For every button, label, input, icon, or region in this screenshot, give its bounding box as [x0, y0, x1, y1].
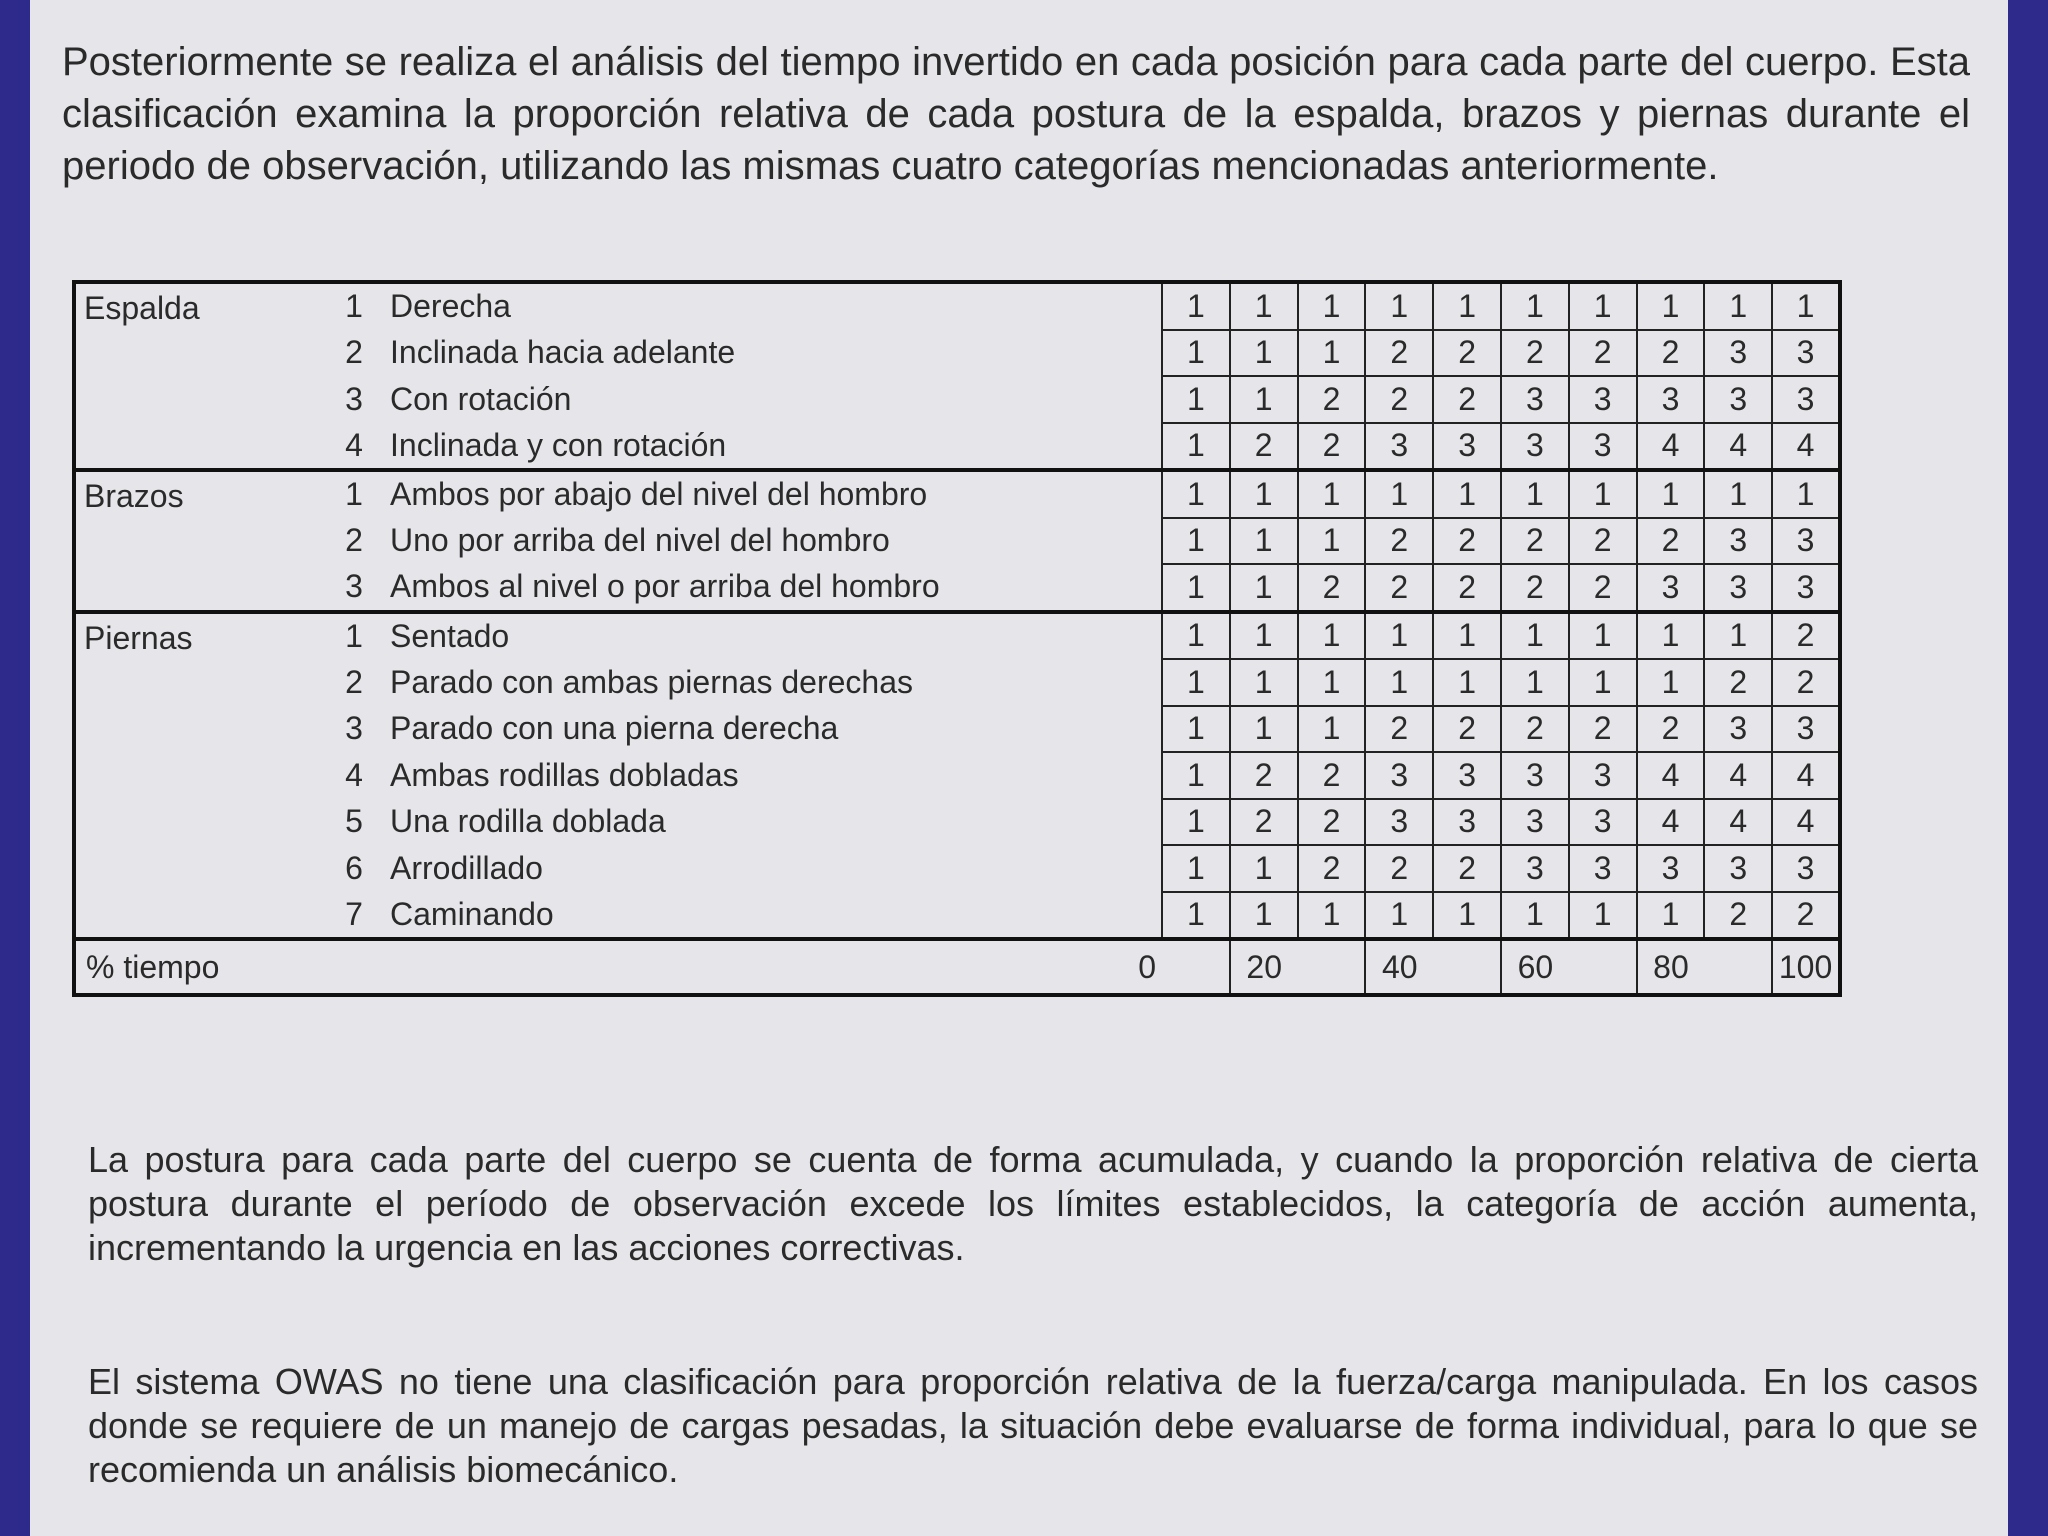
action-category-cell: 1: [1162, 470, 1230, 518]
posture-description: Parado con una pierna derecha: [390, 710, 839, 747]
action-category-cell: 3: [1501, 799, 1569, 846]
action-category-cell: 2: [1704, 892, 1772, 940]
action-category-cell: 2: [1433, 376, 1501, 423]
posture-description: Uno por arriba del nivel del hombro: [390, 522, 890, 559]
action-category-cell: 1: [1433, 659, 1501, 706]
action-category-cell: 2: [1501, 706, 1569, 753]
action-category-cell: 1: [1298, 892, 1366, 940]
action-category-cell: 3: [1704, 376, 1772, 423]
action-category-cell: 3: [1772, 706, 1840, 753]
posture-description: Una rodilla doblada: [390, 803, 666, 840]
owas-time-proportion-table: [72, 280, 1842, 997]
table-row: [74, 612, 1840, 660]
posture-description: Ambas rodillas dobladas: [390, 756, 739, 793]
action-category-cell: 1: [1569, 470, 1637, 518]
posture-description: Sentado: [384, 612, 1162, 660]
posture-code: 2: [345, 334, 363, 371]
action-category-cell: 1: [1162, 564, 1230, 612]
table-row: [74, 282, 1840, 330]
action-category-cell: 1: [1433, 282, 1501, 330]
posture-code: 1: [324, 282, 384, 330]
action-category-cell: 3: [1433, 799, 1501, 846]
table-row: [74, 518, 1840, 565]
action-category-cell: 2: [1230, 752, 1298, 799]
action-category-cell: 2: [1365, 706, 1433, 753]
action-category-cell: 4: [1772, 799, 1840, 846]
action-category-cell: 2: [1704, 659, 1772, 706]
action-category-cell: 2: [1298, 845, 1366, 892]
action-category-cell: 3: [1433, 423, 1501, 471]
action-category-cell: 1: [1162, 423, 1230, 471]
action-category-cell: 2: [1433, 845, 1501, 892]
posture-description: Inclinada y con rotación: [390, 426, 727, 463]
action-category-cell: 1: [1162, 330, 1230, 377]
action-category-cell: 1: [1230, 470, 1298, 518]
body-part-label: Brazos: [74, 470, 324, 612]
action-category-cell: 1: [1569, 612, 1637, 660]
time-tick-zero: 0: [384, 939, 1162, 995]
posture-description: Ambos al nivel o por arriba del hombro: [390, 568, 940, 605]
action-category-cell: 2: [1298, 752, 1366, 799]
action-category-cell: 2: [1569, 330, 1637, 377]
action-category-cell: 3: [1704, 330, 1772, 377]
posture-description: Parado con ambas piernas derechas: [390, 663, 913, 700]
action-category-cell: 1: [1433, 892, 1501, 940]
action-category-cell: 1: [1501, 612, 1569, 660]
action-category-cell: 2: [1230, 799, 1298, 846]
action-category-cell: 2: [1365, 564, 1433, 612]
action-category-cell: 1: [1162, 799, 1230, 846]
posture-description: Inclinada hacia adelante: [390, 334, 736, 371]
action-category-cell: 4: [1772, 752, 1840, 799]
time-tick: 40: [1365, 939, 1433, 995]
action-category-cell: 2: [1569, 706, 1637, 753]
table-row: [74, 470, 1840, 518]
action-category-cell: 3: [1501, 376, 1569, 423]
action-category-cell: 2: [1772, 892, 1840, 940]
paragraph-owas-load: El sistema OWAS no tiene una clasificación para proporción relativa de la fuerza/carga manipulada. En los casos donde se requiere de un manejo de cargas pesadas, la situación debe evaluarse de forma individual, para lo que se recomienda un análisis biomecánico.: [88, 1361, 1978, 1490]
action-category-cell: 1: [1230, 706, 1298, 753]
posture-code: 2: [345, 522, 363, 559]
action-category-cell: 1: [1162, 282, 1230, 330]
action-category-cell: 2: [1569, 564, 1637, 612]
time-tick-spacer: [1298, 939, 1366, 995]
action-category-cell: 1: [1230, 612, 1298, 660]
action-category-cell: 1: [1772, 282, 1840, 330]
posture-code: 1: [324, 470, 384, 518]
action-category-cell: 1: [1365, 892, 1433, 940]
action-category-cell: 1: [1704, 282, 1772, 330]
action-category-cell: 4: [1772, 423, 1840, 471]
action-category-cell: 1: [1569, 892, 1637, 940]
action-category-cell: 1: [1298, 659, 1366, 706]
table-row: [74, 706, 1840, 753]
action-category-cell: 1: [1704, 470, 1772, 518]
action-category-cell: 1: [1637, 282, 1705, 330]
action-category-cell: 4: [1637, 752, 1705, 799]
action-category-cell: 1: [1704, 612, 1772, 660]
action-category-cell: 1: [1501, 282, 1569, 330]
action-category-cell: 3: [1772, 518, 1840, 565]
action-category-cell: 3: [1704, 518, 1772, 565]
table-row: [74, 376, 1840, 423]
action-category-cell: 2: [1637, 330, 1705, 377]
table-row: [74, 564, 1840, 612]
action-category-cell: 1: [1501, 470, 1569, 518]
action-category-cell: 3: [1637, 564, 1705, 612]
action-category-cell: 2: [1501, 330, 1569, 377]
table-row: [74, 659, 1840, 706]
action-category-cell: 1: [1230, 892, 1298, 940]
action-category-cell: 1: [1162, 376, 1230, 423]
action-category-cell: 2: [1772, 659, 1840, 706]
action-category-cell: 1: [1162, 892, 1230, 940]
time-tick: 60: [1501, 939, 1569, 995]
paragraph-cumulative-posture: La postura para cada parte del cuerpo se cuenta de forma acumulada, y cuando la proporción relativa de cierta postura durante el período de observación excede los límites establecidos, la categoría de acción aumenta, incrementando la urgencia en las acciones correctivas.: [88, 1139, 1978, 1268]
action-category-cell: 1: [1298, 706, 1366, 753]
action-category-cell: 2: [1365, 330, 1433, 377]
table-row: [74, 330, 1840, 377]
action-category-cell: 2: [1433, 564, 1501, 612]
action-category-cell: 2: [1365, 845, 1433, 892]
table-row: [74, 423, 1840, 471]
posture-code: 3: [345, 568, 363, 605]
time-tick-spacer: [1569, 939, 1637, 995]
posture-code: 6: [345, 849, 363, 886]
action-category-cell: 3: [1501, 423, 1569, 471]
document-page: [30, 0, 2008, 1536]
time-tick: 20: [1230, 939, 1298, 995]
action-category-cell: 2: [1365, 376, 1433, 423]
action-category-cell: 1: [1569, 282, 1637, 330]
action-category-cell: 4: [1704, 423, 1772, 471]
action-category-cell: 1: [1162, 706, 1230, 753]
action-category-cell: 1: [1298, 518, 1366, 565]
action-category-cell: 3: [1365, 423, 1433, 471]
action-category-cell: 1: [1162, 659, 1230, 706]
action-category-cell: 3: [1704, 564, 1772, 612]
posture-description: Con rotación: [390, 380, 572, 417]
time-tick-spacer: [1162, 939, 1230, 995]
action-category-cell: 2: [1433, 330, 1501, 377]
posture-code: 4: [345, 756, 363, 793]
action-category-cell: 3: [1569, 376, 1637, 423]
action-category-cell: 2: [1501, 518, 1569, 565]
time-percent-row: [74, 939, 1840, 995]
action-category-cell: 1: [1501, 659, 1569, 706]
table-row: [74, 799, 1840, 846]
action-category-cell: 2: [1433, 518, 1501, 565]
action-category-cell: 1: [1162, 612, 1230, 660]
action-category-cell: 2: [1298, 799, 1366, 846]
action-category-cell: 1: [1433, 470, 1501, 518]
posture-description: Derecha: [384, 282, 1162, 330]
action-category-cell: 3: [1772, 376, 1840, 423]
action-category-cell: 3: [1704, 706, 1772, 753]
posture-code: 2: [345, 663, 363, 700]
action-category-cell: 4: [1637, 423, 1705, 471]
posture-description: Caminando: [390, 895, 554, 932]
action-category-cell: 1: [1298, 330, 1366, 377]
action-category-cell: 1: [1230, 564, 1298, 612]
action-category-cell: 1: [1298, 612, 1366, 660]
action-category-cell: 2: [1298, 376, 1366, 423]
action-category-cell: 2: [1569, 518, 1637, 565]
time-tick: 80: [1637, 939, 1705, 995]
action-category-cell: 3: [1772, 330, 1840, 377]
action-category-cell: 4: [1637, 799, 1705, 846]
action-category-cell: 3: [1501, 845, 1569, 892]
action-category-cell: 1: [1365, 282, 1433, 330]
action-category-cell: 4: [1704, 799, 1772, 846]
action-category-cell: 3: [1501, 752, 1569, 799]
action-category-cell: 1: [1637, 612, 1705, 660]
action-category-cell: 3: [1365, 752, 1433, 799]
action-category-cell: 2: [1772, 612, 1840, 660]
action-category-cell: 2: [1433, 706, 1501, 753]
action-category-cell: 1: [1230, 659, 1298, 706]
action-category-cell: 1: [1230, 330, 1298, 377]
action-category-cell: 3: [1569, 423, 1637, 471]
posture-description: Arrodillado: [390, 849, 543, 886]
action-category-cell: 1: [1298, 470, 1366, 518]
action-category-cell: 3: [1569, 752, 1637, 799]
posture-code: 5: [345, 803, 363, 840]
action-category-cell: 1: [1637, 892, 1705, 940]
action-category-cell: 1: [1230, 282, 1298, 330]
action-category-cell: 1: [1365, 470, 1433, 518]
action-category-cell: 1: [1501, 892, 1569, 940]
time-percent-label: % tiempo: [74, 939, 384, 995]
body-part-label: Piernas: [74, 612, 324, 940]
action-category-cell: 2: [1298, 423, 1366, 471]
posture-code: 3: [345, 710, 363, 747]
action-category-cell: 3: [1637, 845, 1705, 892]
action-category-cell: 1: [1433, 612, 1501, 660]
action-category-cell: 3: [1637, 376, 1705, 423]
action-category-cell: 2: [1230, 423, 1298, 471]
action-category-cell: 2: [1637, 518, 1705, 565]
action-category-cell: 2: [1637, 706, 1705, 753]
action-category-cell: 1: [1162, 845, 1230, 892]
action-category-cell: 3: [1365, 799, 1433, 846]
action-category-cell: 2: [1365, 518, 1433, 565]
action-category-cell: 1: [1637, 470, 1705, 518]
action-category-cell: 3: [1569, 799, 1637, 846]
action-category-cell: 1: [1162, 752, 1230, 799]
table-row: [74, 892, 1840, 940]
action-category-cell: 1: [1162, 518, 1230, 565]
posture-description: Ambos por abajo del nivel del hombro: [384, 470, 1162, 518]
action-category-cell: 3: [1772, 564, 1840, 612]
action-category-cell: 3: [1704, 845, 1772, 892]
posture-code: 4: [345, 426, 363, 463]
action-category-cell: 3: [1433, 752, 1501, 799]
action-category-cell: 3: [1569, 845, 1637, 892]
action-category-cell: 3: [1772, 845, 1840, 892]
action-category-cell: 1: [1365, 612, 1433, 660]
action-category-cell: 1: [1772, 470, 1840, 518]
intro-paragraph: Posteriormente se realiza el análisis del tiempo invertido en cada posición para cada parte del cuerpo. Esta clasificación examina la proporción relativa de cada postura de la espalda, brazos y piernas durante el periodo de observación, utilizando las mismas cuatro categorías mencionadas anteriormente.: [62, 40, 1970, 188]
body-part-label: Espalda: [74, 282, 324, 470]
table-row: [74, 845, 1840, 892]
posture-code: 1: [324, 612, 384, 660]
posture-code: 7: [345, 895, 363, 932]
action-category-cell: 4: [1704, 752, 1772, 799]
action-category-cell: 1: [1230, 518, 1298, 565]
action-category-cell: 1: [1365, 659, 1433, 706]
action-category-cell: 1: [1637, 659, 1705, 706]
action-category-cell: 2: [1298, 564, 1366, 612]
time-tick-spacer: [1433, 939, 1501, 995]
action-category-cell: 1: [1569, 659, 1637, 706]
time-tick-spacer: [1704, 939, 1772, 995]
action-category-cell: 1: [1230, 376, 1298, 423]
table-row: [74, 752, 1840, 799]
action-category-cell: 1: [1298, 282, 1366, 330]
action-category-cell: 1: [1230, 845, 1298, 892]
action-category-cell: 2: [1501, 564, 1569, 612]
time-tick: 100: [1772, 939, 1840, 995]
posture-code: 3: [345, 380, 363, 417]
